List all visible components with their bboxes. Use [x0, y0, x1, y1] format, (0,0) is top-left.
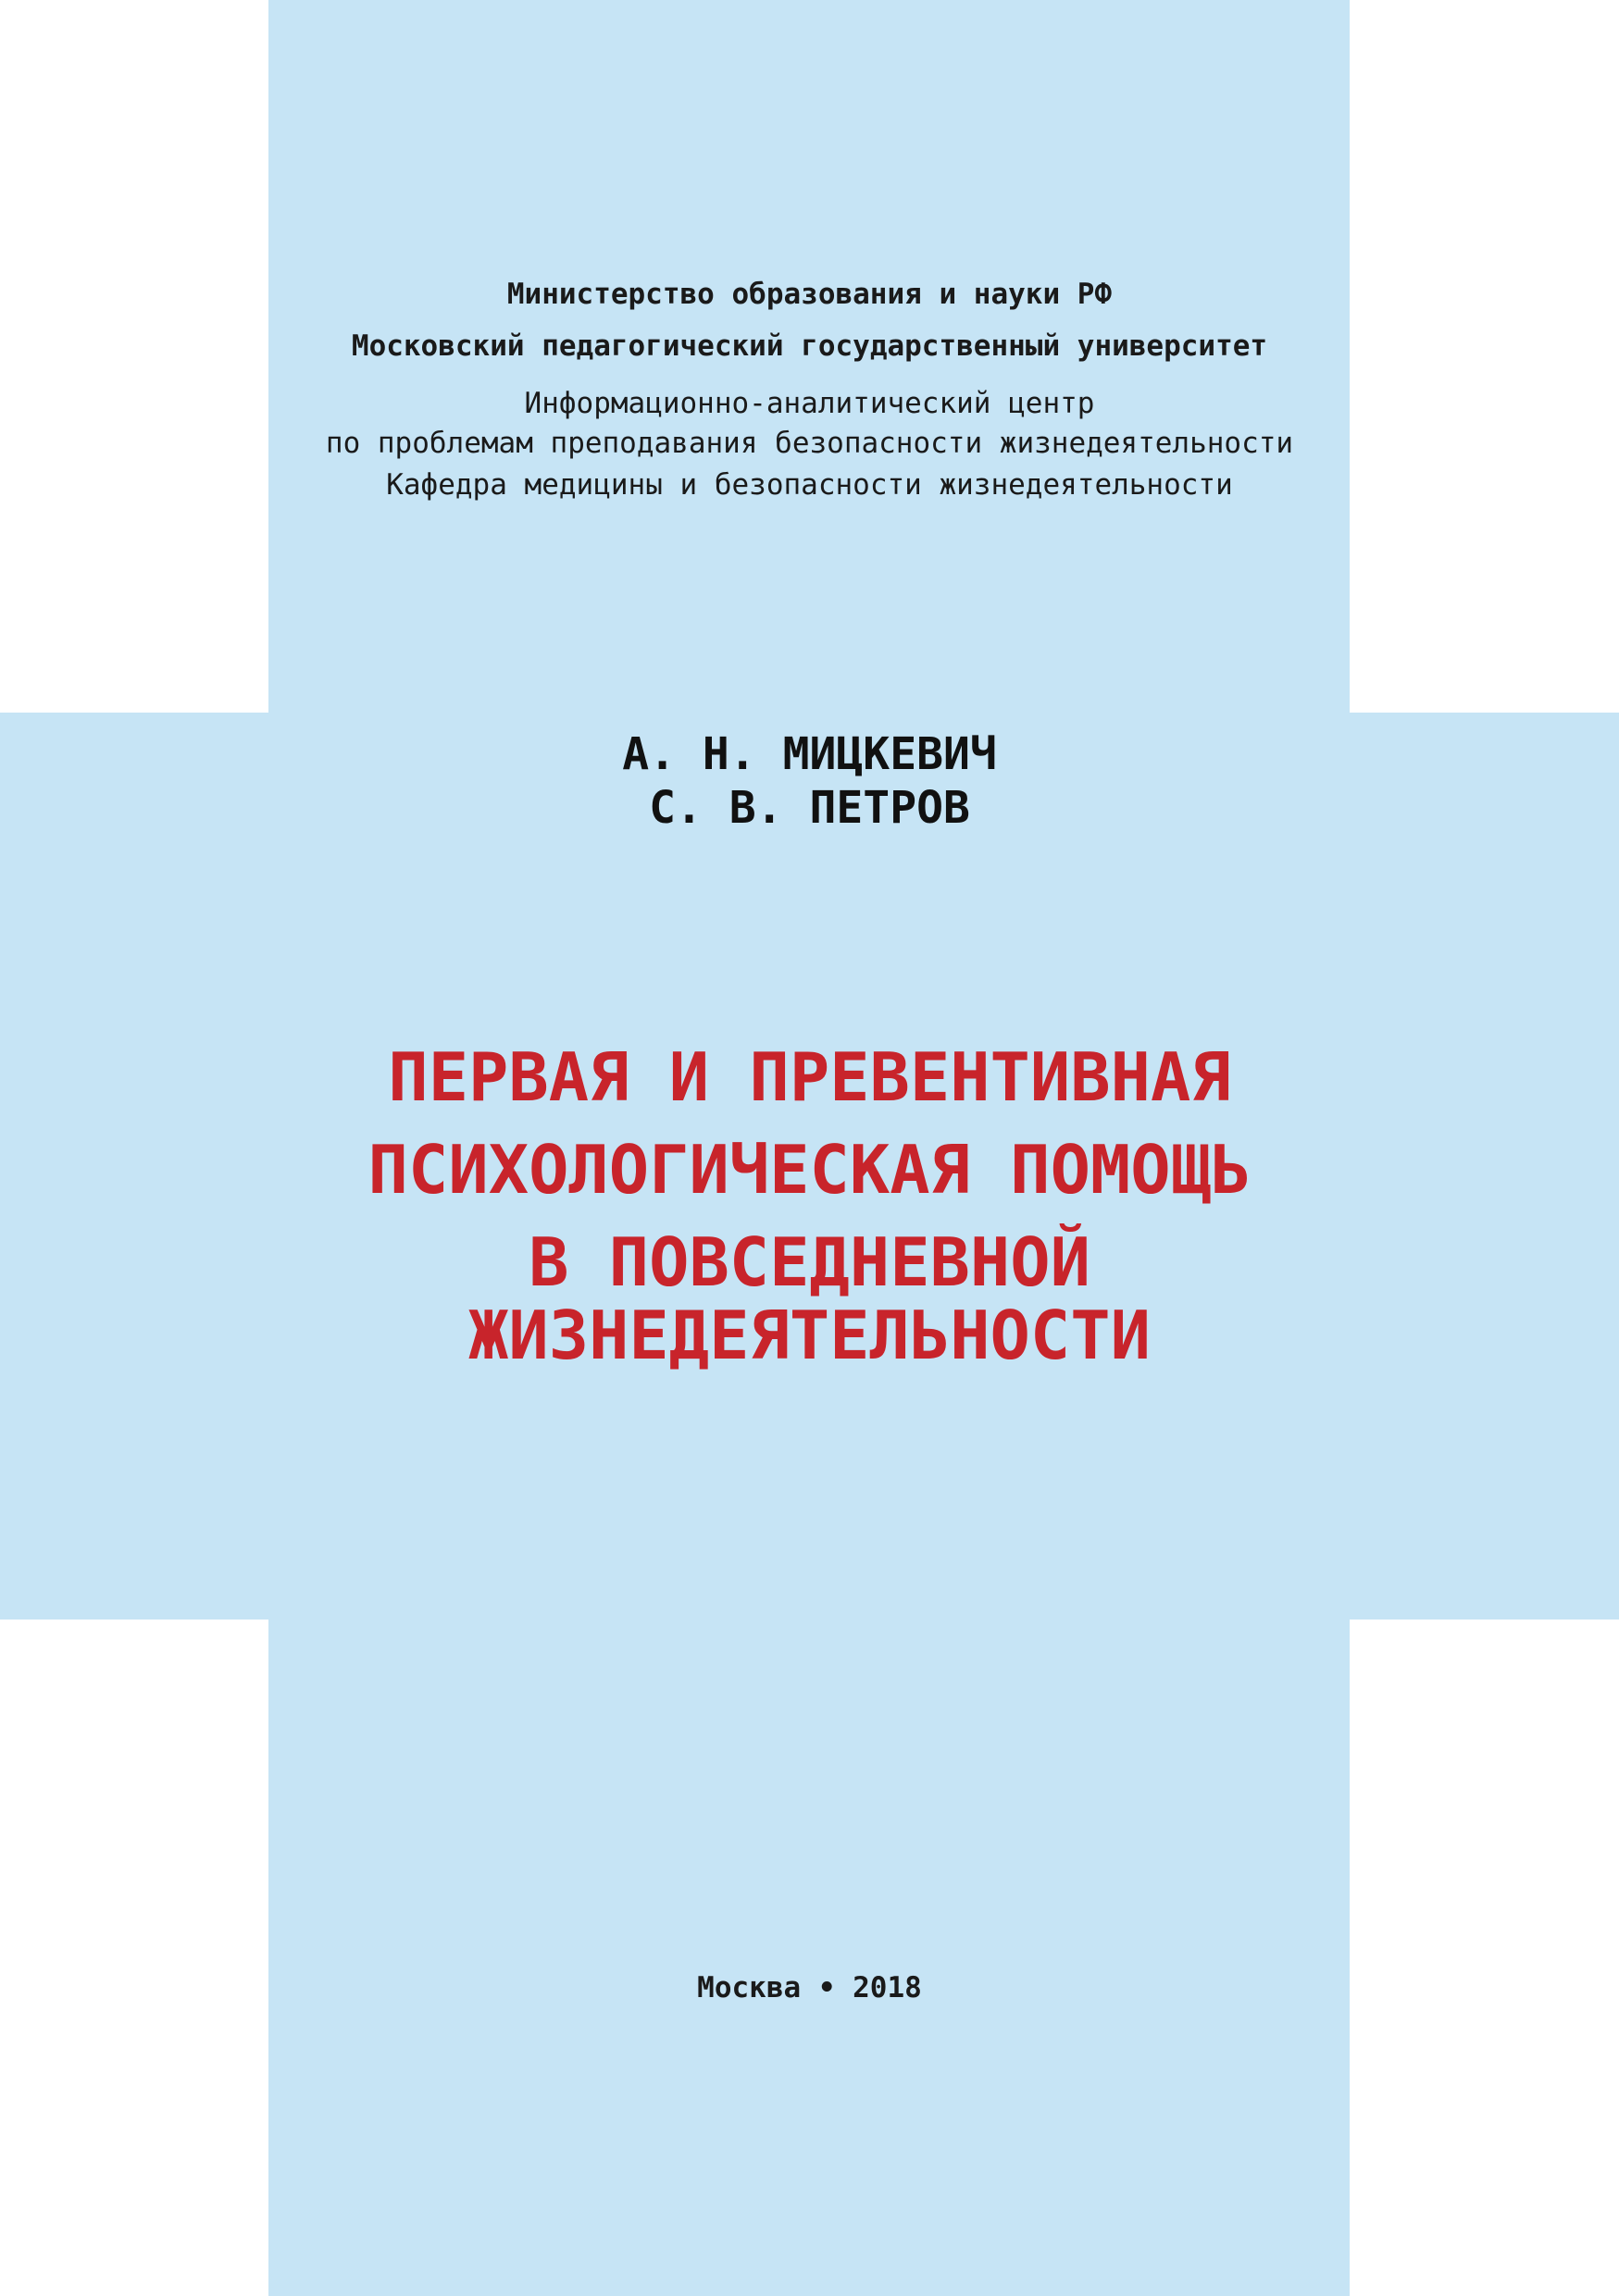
center-name-line1: Информационно-аналитический центр — [524, 387, 1095, 420]
author-1: А. Н. МИЦКЕВИЧ — [622, 728, 997, 780]
university-name: Московский педагогический государственный университет — [351, 329, 1268, 363]
book-title-line1: ПЕРВАЯ И ПРЕВЕНТИВНАЯ — [388, 1038, 1231, 1116]
book-title-line3: В ПОВСЕДНЕВНОЙ — [529, 1223, 1090, 1301]
book-title-line4: ЖИЗНЕДЕЯТЕЛЬНОСТИ — [468, 1297, 1151, 1374]
ministry-name: Министерство образования и науки РФ — [506, 278, 1113, 311]
book-title-line2: ПСИХОЛОГИЧЕСКАЯ ПОМОЩЬ — [367, 1131, 1252, 1209]
department-name: Кафедра медицины и безопасности жизнедеятельности — [386, 468, 1233, 502]
publication-place-year: Москва • 2018 — [697, 1971, 922, 2004]
center-name-line2: по проблемам преподавания безопасности жизнедеятельности — [325, 427, 1294, 460]
author-2: С. В. ПЕТРОВ — [649, 782, 970, 834]
